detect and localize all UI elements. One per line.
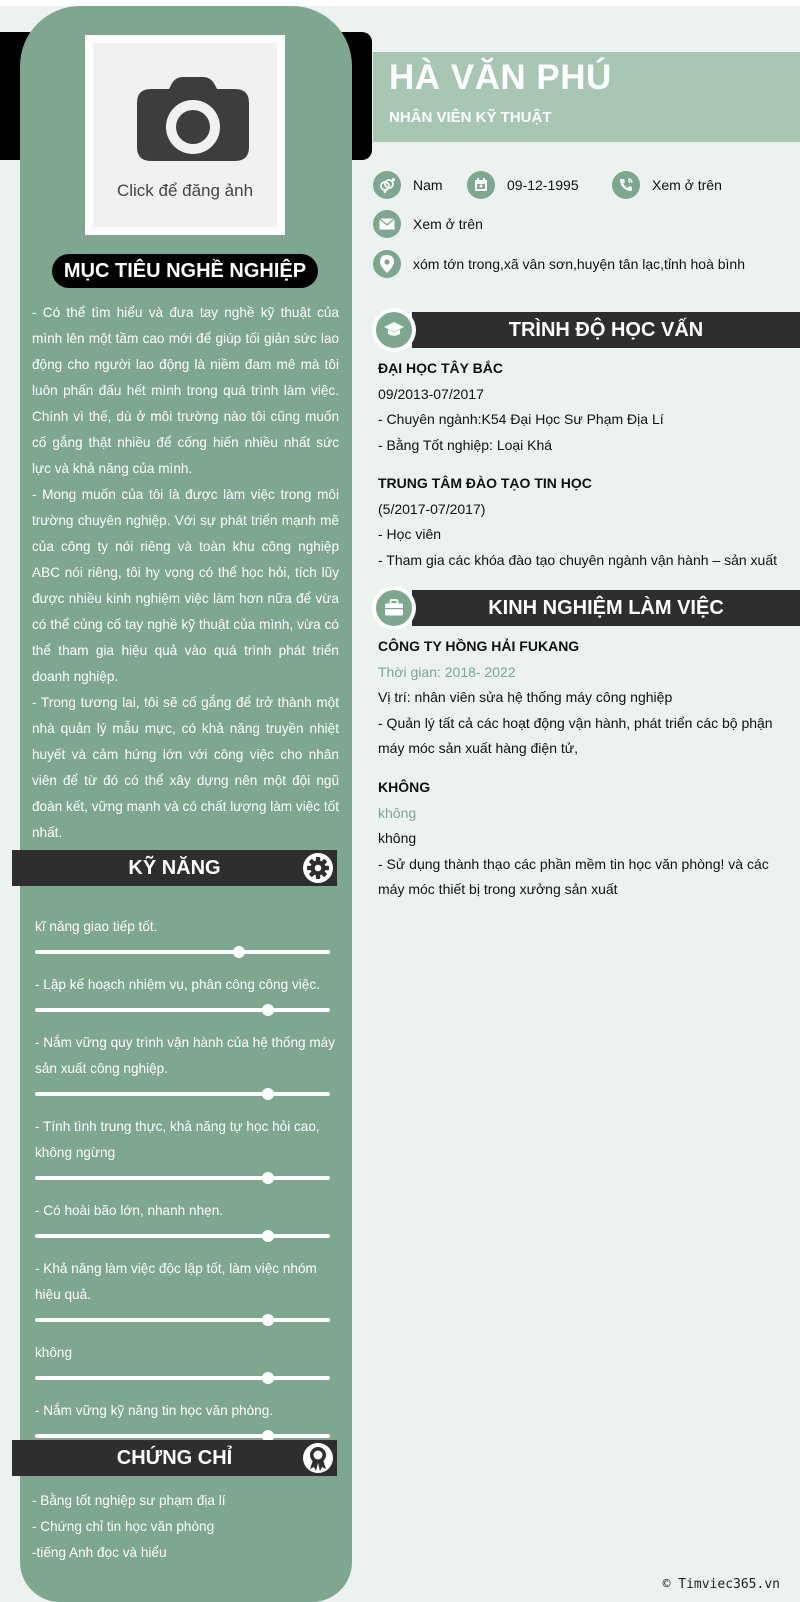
company-name: CÔNG TY HỒNG HẢI FUKANG (378, 638, 580, 654)
skill-name: - Khả năng làm việc độc lập tốt, làm việc nhóm hiệu quả. (35, 1261, 317, 1302)
award-icon (303, 1443, 333, 1473)
skill-level-bar (35, 1092, 330, 1096)
certificates-header (12, 1440, 337, 1476)
education-detail: - Chuyên ngành:K54 Đại Học Sư Phạm Địa Lí (378, 411, 664, 427)
email-row (373, 209, 483, 239)
skill-item (35, 1114, 340, 1180)
birthday-row (467, 170, 579, 200)
skill-level-bar (35, 950, 330, 954)
phone-value: Xem ở trên (652, 177, 722, 193)
experience-entry (378, 775, 788, 903)
address-value: xóm tớn trong,xã vân sơn,huyện tân lạc,tỉnh hoà bình (413, 256, 746, 272)
experience-entry (378, 634, 788, 762)
certificate-item: -tiếng Anh đọc và hiểu (32, 1545, 167, 1560)
education-entry (378, 471, 788, 573)
experience-detail: - Sử dụng thành thạo các phần mềm tin học văn phòng! và các máy móc thiết bị trong xưởng sản xuất (378, 855, 769, 897)
skill-name: - Có hoài bão lớn, nhanh nhẹn. (35, 1203, 224, 1218)
education-title: TRÌNH ĐỘ HỌC VẤN (412, 312, 800, 348)
certificate-item: - Bằng tốt nghiệp sư phạm địa lí (32, 1493, 226, 1508)
avatar-upload[interactable] (85, 35, 285, 235)
calendar-icon (467, 171, 495, 199)
gear-icon (303, 853, 333, 883)
skill-item (35, 972, 340, 1012)
company-name: KHÔNG (378, 779, 431, 795)
work-time: không (378, 804, 417, 821)
education-detail: - Học viên (378, 526, 442, 542)
objective-text (32, 300, 339, 846)
objective-paragraph: - Có thể tìm hiểu và đưa tay nghề kỹ thuật của mình lên một tầm cao mới để giúp tối giản sức lao động cho người lao động là niềm đam mê mà tôi luôn phấn đấu hết mình trong quá trình làm việc. Chính vì thế, dù ở môi trường nào tôi cũng muốn cố gắng thật nhiều để cống hiến nhiều nhất sức lực và khả năng của mình. (32, 305, 339, 476)
address-row (373, 249, 745, 279)
email-value: Xem ở trên (413, 216, 483, 232)
footer-brand: © Timviec365.vn (662, 1577, 780, 1592)
skill-item (35, 1198, 340, 1238)
skill-name: không (35, 1345, 73, 1360)
skill-level-knob (262, 1172, 274, 1184)
skill-level-knob (262, 1314, 274, 1326)
skill-level-knob (262, 1004, 274, 1016)
skill-level-knob (262, 1372, 274, 1384)
skill-name: - Tính tình trung thực, khả năng tự học hỏi cao, không ngừng (35, 1119, 320, 1160)
experience-title: KINH NGHIỆM LÀM VIỆC (412, 590, 800, 626)
experience-detail: Vị trí: nhân viên sửa hệ thống máy công nghiệp (378, 689, 673, 705)
skill-item (35, 1398, 340, 1438)
skill-item (35, 1030, 340, 1096)
skill-level-knob (262, 1230, 274, 1242)
birthday-value: 09-12-1995 (507, 177, 579, 193)
gender-value: Nam (413, 177, 443, 193)
profile-header (373, 52, 800, 142)
skill-item (35, 914, 340, 954)
school-name: TRUNG TÂM ĐÀO TẠO TIN HỌC (378, 475, 592, 491)
objective-paragraph: - Trong tương lai, tôi sẽ cố gắng để trở thành một nhà quản lý mẫu mực, có khả năng truyền nhiệt huyết và cảm hứng lớn với công việc cho nhân viên để từ đó có thể xây dựng nên một đội ngũ đoàn kết, vững mạnh và có chất lượng làm việc tốt nhất. (32, 695, 339, 840)
education-detail: - Tham gia các khóa đào tạo chuyên ngành vận hành – sản xuất (378, 551, 778, 568)
skill-level-bar (35, 1376, 330, 1380)
skills-list (35, 914, 340, 1456)
envelope-icon (373, 210, 401, 238)
skills-header (12, 850, 337, 886)
candidate-position: NHÂN VIÊN KỸ THUẬT (389, 109, 552, 126)
gender-row (373, 170, 443, 200)
skill-level-knob (233, 946, 245, 958)
study-period: (5/2017-07/2017) (378, 500, 486, 517)
upload-photo-label: Click để đăng ảnh (116, 181, 254, 200)
work-time: Thời gian: 2018- 2022 (378, 663, 516, 680)
objective-title: MỤC TIÊU NGHỀ NGHIỆP (52, 254, 318, 288)
experience-detail: không (378, 830, 417, 846)
phone-row (612, 170, 722, 200)
certificate-item: - Chứng chỉ tin học văn phòng (32, 1519, 215, 1534)
gender-icon (373, 171, 401, 199)
camera-icon (137, 77, 249, 161)
graduation-cap-icon (376, 312, 412, 348)
skill-item (35, 1256, 340, 1322)
skill-level-knob (262, 1088, 274, 1100)
education-header (372, 308, 800, 352)
education-detail: - Bằng Tốt nghiệp: Loại Khá (378, 436, 553, 453)
skill-level-bar (35, 1234, 330, 1238)
experience-detail: - Quản lý tất cả các hoạt động vận hành, phát triển các bộ phận máy móc sản xuất hàng điện tử, (378, 714, 773, 756)
candidate-name: HÀ VĂN PHÚ (389, 58, 612, 97)
objective-paragraph: - Mong muốn của tôi là được làm việc trong môi trường chuyên nghiệp. Với sự phát triển mạnh mẽ của công ty nói riêng và toàn khu công nghiệp ABC nói riêng, tôi hy vọng có thể học hỏi, tích lũy được nhiều kinh nghiệm việc làm hơn nữa để vừa có thể củng cố tay nghề kỹ thuật của mình, vừa có thể tham gia hiệu quả vào quá trình phát triển doanh nghiệp. (32, 487, 339, 684)
briefcase-icon (376, 590, 412, 626)
experience-header (372, 586, 800, 630)
skill-name: - Nắm vững kỹ năng tin học văn phòng. (35, 1403, 274, 1418)
skill-name: - Nắm vững quy trình vận hành của hệ thống máy sản xuất công nghiệp. (35, 1035, 336, 1076)
skill-item (35, 1340, 340, 1380)
certificates-title: CHỨNG CHỈ (116, 1447, 233, 1469)
skills-title: KỸ NĂNG (128, 857, 221, 879)
skill-level-bar (35, 1318, 330, 1322)
certificates-list (32, 1488, 226, 1566)
school-name: ĐẠI HỌC TÂY BẮC (378, 360, 503, 376)
skill-name: kĩ năng giao tiếp tốt. (35, 919, 158, 934)
phone-icon (612, 171, 640, 199)
location-pin-icon (373, 250, 401, 278)
skill-level-bar (35, 1434, 330, 1438)
education-entry (378, 356, 788, 458)
study-period: 09/2013-07/2017 (378, 385, 484, 402)
avatar-placeholder[interactable] (93, 43, 277, 227)
skill-name: - Lập kế hoạch nhiệm vụ, phân công công việc. (35, 977, 320, 992)
skill-level-bar (35, 1176, 330, 1180)
skill-level-bar (35, 1008, 330, 1012)
